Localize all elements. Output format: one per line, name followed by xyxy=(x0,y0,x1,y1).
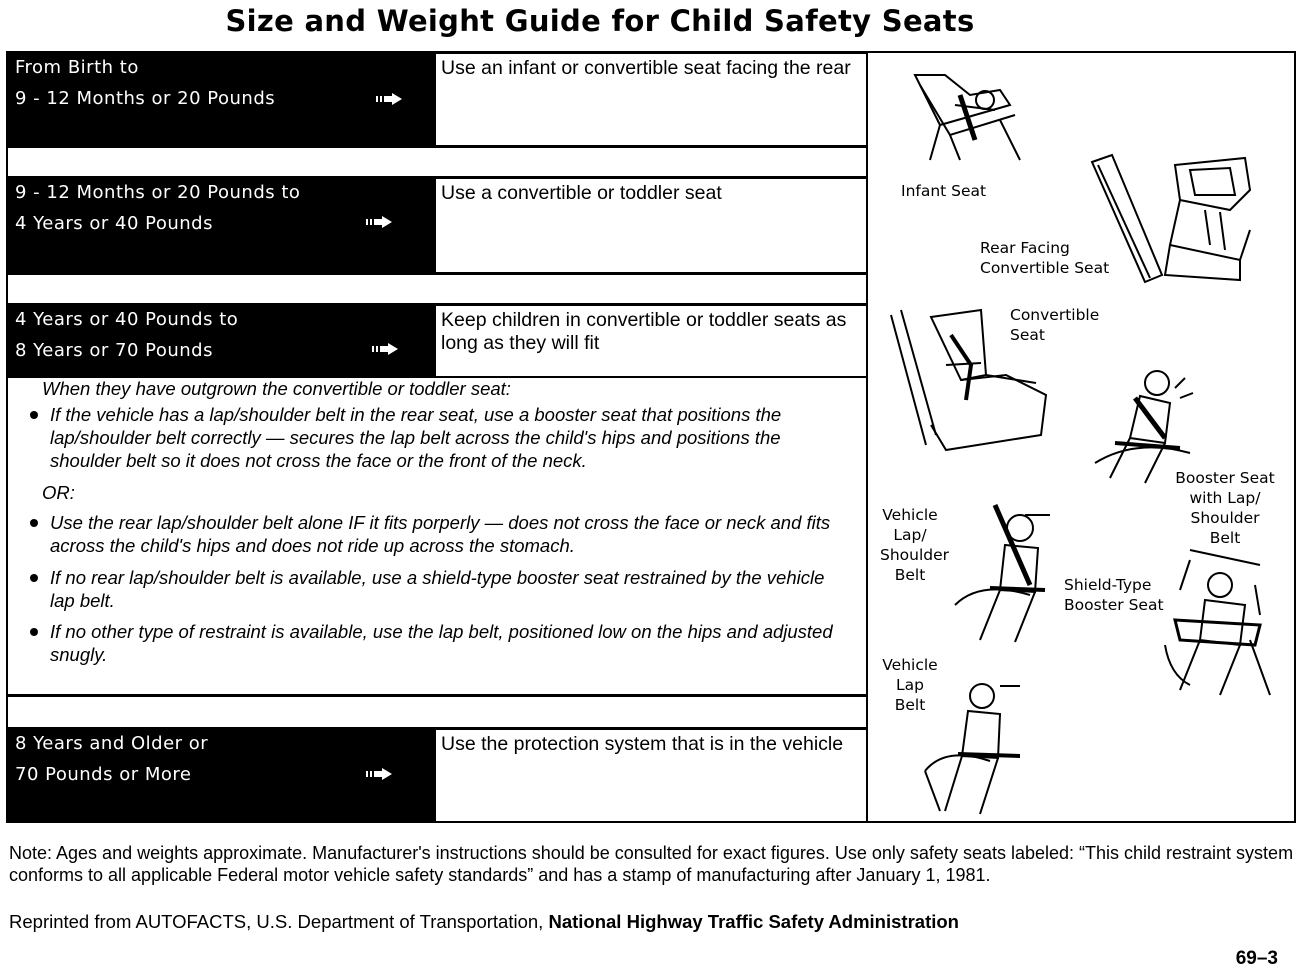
or-label: OR: xyxy=(42,482,75,503)
page-title: Size and Weight Guide for Child Safety Seats xyxy=(225,4,975,38)
agency-name: National Highway Traffic Safety Administration xyxy=(548,911,959,932)
age-from: From Birth to xyxy=(15,57,139,78)
age-from: 9 - 12 Months or 20 Pounds to xyxy=(15,182,301,203)
list-item xyxy=(30,620,850,666)
reprinted-text: Reprinted from AUTOFACTS, U.S. Department of Transportation, xyxy=(9,911,544,932)
age-from: 4 Years or 40 Pounds to xyxy=(15,309,239,330)
list-item xyxy=(30,511,850,557)
bullet-text: Use the rear lap/shoulder belt alone IF it fits porperly — does not cross the face or neck and fits across the child's hips and does not ride up across the stomach. xyxy=(50,512,831,556)
bullet-text: If the vehicle has a lap/shoulder belt in the rear seat, use a booster seat that positions the lap/shoulder belt correctly — secures the lap belt across the child's hips and positions the shoulder belt so it does not cross the face or the front of the neck. xyxy=(50,404,782,471)
row-description: Use an infant or convertible seat facing the rear xyxy=(441,57,851,79)
arrow-icon xyxy=(376,93,402,105)
age-to: 9 - 12 Months or 20 Pounds xyxy=(15,88,276,109)
bullet-icon xyxy=(30,574,38,582)
row-description: Use the protection system that is in the vehicle xyxy=(441,733,844,755)
rear-facing-seat-illustration xyxy=(1090,150,1255,285)
age-weight-cell xyxy=(8,179,436,272)
caption-vehicle-lap: Vehicle Lap Belt xyxy=(882,656,938,714)
row-birth xyxy=(8,51,868,148)
age-weight-cell xyxy=(8,306,436,376)
arrow-icon xyxy=(366,216,392,228)
bullet-text: If no other type of restraint is available, use the lap belt, positioned low on the hips and adjusted snugly. xyxy=(50,621,833,665)
column-divider xyxy=(866,51,868,823)
row-description: Keep children in convertible or toddler seats as long as they will fit xyxy=(441,309,847,354)
caption-vehicle-lap-shoulder: Vehicle Lap/ Shoulder Belt xyxy=(880,506,950,584)
age-weight-cell xyxy=(8,730,436,823)
infant-seat-illustration xyxy=(900,65,1030,170)
vehicle-lap-illustration xyxy=(920,676,1025,816)
caption-booster: Booster Seat with Lap/ Shoulder Belt xyxy=(1175,469,1275,547)
caption-infant-seat: Infant Seat xyxy=(901,182,987,200)
bullet-text: If no rear lap/shoulder belt is available, use a shield-type booster seat restrained by the vehicle lap belt. xyxy=(50,567,825,611)
list-item xyxy=(30,403,850,472)
outgrown-instructions xyxy=(8,375,866,697)
row-description: Use a convertible or toddler seat xyxy=(441,182,722,204)
outgrown-intro: When they have outgrown the convertible or toddler seat: xyxy=(42,378,511,399)
arrow-icon xyxy=(366,768,392,780)
age-to: 70 Pounds or More xyxy=(15,764,192,785)
row-vehicle xyxy=(8,727,868,823)
bullet-icon xyxy=(30,628,38,636)
list-item xyxy=(30,566,850,612)
caption-convertible: Convertible Seat xyxy=(1010,306,1100,344)
row-booster xyxy=(8,303,868,378)
shield-booster-illustration xyxy=(1160,545,1275,700)
vehicle-lap-shoulder-illustration xyxy=(950,500,1060,645)
bullet-icon xyxy=(30,519,38,527)
arrow-icon xyxy=(372,343,398,355)
age-to: 8 Years or 70 Pounds xyxy=(15,340,213,361)
caption-shield-type: Shield-Type Booster Seat xyxy=(1064,576,1164,614)
page-number: 69–3 xyxy=(1235,948,1278,969)
source-credit xyxy=(9,911,959,933)
age-weight-cell xyxy=(8,54,436,145)
caption-rear-facing: Rear Facing Convertible Seat xyxy=(980,239,1110,277)
age-to: 4 Years or 40 Pounds xyxy=(15,213,213,234)
age-from: 8 Years and Older or xyxy=(15,733,209,754)
row-toddler xyxy=(8,176,868,275)
footnote: Note: Ages and weights approximate. Manufacturer's instructions should be consulted for exact figures. Use only safety seats labeled: “This child restraint system conforms to all applicable Federal motor vehicle safety standards” and has a stamp of manufacturing after January 1, 1981. xyxy=(9,843,1294,885)
bullet-icon xyxy=(30,411,38,419)
